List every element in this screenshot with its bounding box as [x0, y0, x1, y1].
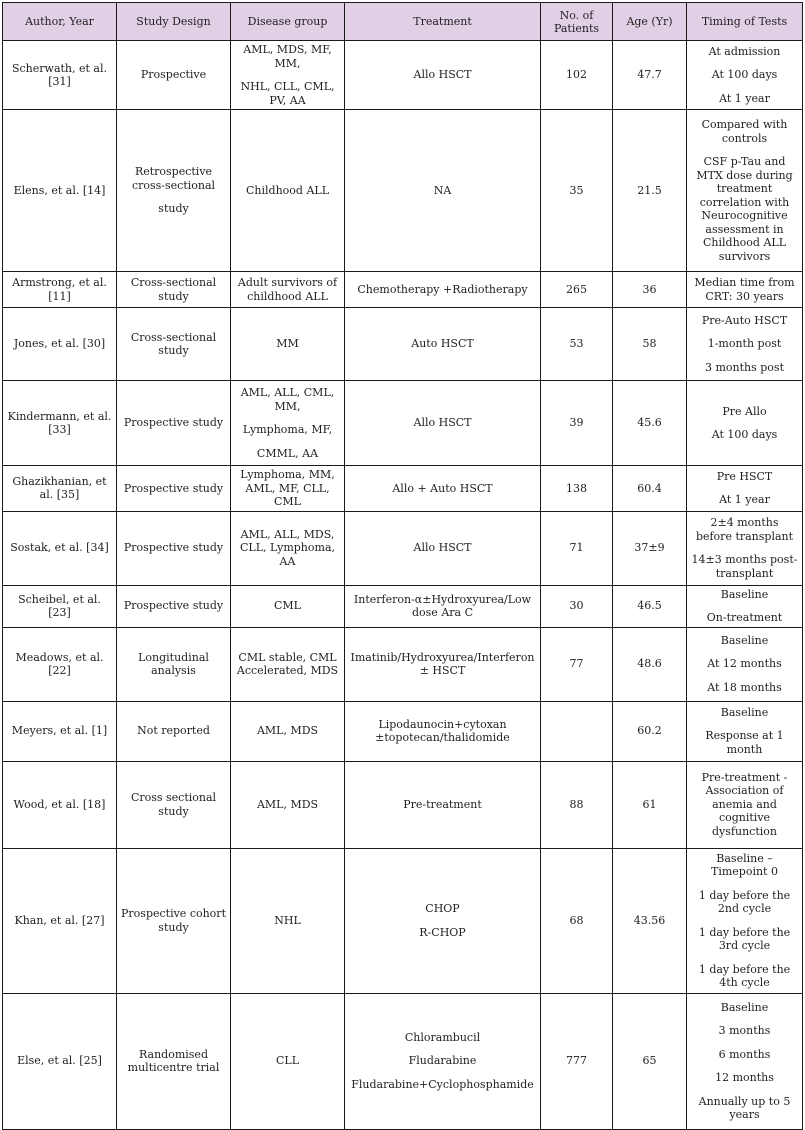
- cell-design: [117, 701, 231, 761]
- cell-design-line: Longitudinal analysis: [138, 650, 209, 677]
- cell-disease-line: Lymphoma, MM, AML, MF, CLL, CML: [240, 468, 335, 508]
- cell-timing-line: At 18 months: [707, 680, 782, 694]
- cell-design-line: Prospective study: [123, 416, 224, 430]
- cell-treatment: [345, 993, 541, 1129]
- cell-disease: [231, 761, 345, 848]
- cell-age: 43.56: [613, 848, 687, 993]
- cell-timing: [687, 466, 803, 512]
- cell-age: 47.7: [613, 41, 687, 110]
- cell-patients: 68: [541, 848, 613, 993]
- cell-timing-line: At 100 days: [711, 428, 778, 441]
- cell-treatment: [345, 848, 541, 993]
- cell-timing-line: Baseline: [720, 1000, 769, 1014]
- cell-treatment-line: Imatinib/Hydroxyurea/Interferon ± HSCT: [350, 650, 535, 677]
- cell-author: Wood, et al. [18]: [3, 761, 117, 848]
- cell-disease: [231, 41, 345, 110]
- table-row: [3, 848, 803, 993]
- cell-patients: 265: [541, 272, 613, 308]
- cell-timing-line: 1-month post: [707, 337, 782, 351]
- cell-disease: [231, 272, 345, 308]
- table-row: [3, 381, 803, 466]
- column-header-disease: Disease group: [231, 3, 345, 41]
- cell-age: 36: [613, 272, 687, 308]
- cell-treatment-line: Fludarabine+Cyclophosphamide: [351, 1077, 534, 1091]
- cell-disease-line: AML, MDS: [256, 797, 319, 811]
- cell-disease-line: AML, MDS, MF, MM,: [243, 43, 332, 70]
- cell-treatment: [345, 466, 541, 512]
- cell-age: 65: [613, 993, 687, 1129]
- cell-timing-line: 3 months: [718, 1024, 771, 1037]
- cell-design: [117, 308, 231, 381]
- table-row: [3, 627, 803, 701]
- cell-design-line: Not reported: [137, 724, 210, 738]
- cell-treatment-line: Interferon-α±Hydroxyurea/Low dose Ara C: [353, 592, 532, 619]
- cell-timing: [687, 272, 803, 308]
- cell-patients: 77: [541, 627, 613, 701]
- cell-author: Scherwath, et al. [31]: [3, 41, 117, 110]
- column-header-treatment: Treatment: [345, 3, 541, 41]
- cell-treatment-line: Chlorambucil: [404, 1030, 481, 1044]
- cell-timing-line: Baseline: [720, 705, 769, 719]
- cell-timing: [687, 308, 803, 381]
- cell-design: [117, 761, 231, 848]
- cell-timing: [687, 627, 803, 701]
- table-row: [3, 761, 803, 848]
- cell-age: 21.5: [613, 110, 687, 272]
- cell-author: Ghazikhanian, et al. [35]: [3, 466, 117, 512]
- cell-treatment-line: CHOP: [425, 902, 460, 915]
- cell-disease-line: NHL, CLL, CML, PV, AA: [240, 80, 335, 107]
- cell-disease: [231, 993, 345, 1129]
- cell-timing-line: Pre HSCT: [716, 469, 773, 483]
- cell-patients: 88: [541, 761, 613, 848]
- cell-timing-line: Baseline – Timepoint 0: [711, 851, 778, 878]
- cell-treatment-line: Chemotherapy +Radiotherapy: [357, 282, 528, 296]
- cell-age: 60.4: [613, 466, 687, 512]
- cell-age: 48.6: [613, 627, 687, 701]
- cell-timing: [687, 381, 803, 466]
- cell-age: 45.6: [613, 381, 687, 466]
- cell-timing: [687, 761, 803, 848]
- cell-treatment-line: Lipodaunocin+cytoxan ±topotecan/thalidomide: [375, 717, 510, 744]
- cell-disease: [231, 308, 345, 381]
- cell-author: Khan, et al. [27]: [3, 848, 117, 993]
- cell-author: Armstrong, et al. [11]: [3, 272, 117, 308]
- cell-disease-line: CMML, AA: [256, 446, 319, 460]
- cell-patients: 71: [541, 511, 613, 585]
- cell-disease-line: AML, MDS: [256, 724, 319, 738]
- cell-timing-line: Compared with controls: [701, 118, 788, 145]
- cell-author: Sostak, et al. [34]: [3, 511, 117, 585]
- cell-design: [117, 272, 231, 308]
- cell-treatment-line: Allo HSCT: [413, 416, 472, 430]
- table-row: [3, 41, 803, 110]
- cell-patients: 53: [541, 308, 613, 381]
- cell-age: 58: [613, 308, 687, 381]
- cell-design: [117, 848, 231, 993]
- table-row: [3, 110, 803, 272]
- cell-timing-line: Pre Allo: [722, 404, 767, 418]
- cell-timing-line: At 12 months: [707, 657, 782, 671]
- cell-patients: [541, 701, 613, 761]
- cell-design: [117, 381, 231, 466]
- cell-timing-line: Baseline: [720, 587, 769, 601]
- cell-patients: 138: [541, 466, 613, 512]
- cell-disease: [231, 466, 345, 512]
- cell-timing: [687, 511, 803, 585]
- cell-timing: [687, 701, 803, 761]
- table-row: [3, 585, 803, 627]
- cell-timing-line: 6 months: [718, 1047, 771, 1061]
- cell-disease-line: NHL: [274, 913, 301, 927]
- table-body: [3, 41, 803, 1130]
- cell-design: [117, 466, 231, 512]
- cell-disease-line: CML: [274, 599, 301, 613]
- cell-disease: [231, 585, 345, 627]
- cell-treatment: [345, 701, 541, 761]
- cell-design: [117, 41, 231, 110]
- cell-age: 46.5: [613, 585, 687, 627]
- cell-treatment-line: Pre-treatment: [403, 797, 482, 811]
- cell-design-line: Prospective study: [123, 481, 224, 495]
- cell-author: Meyers, et al. [1]: [3, 701, 117, 761]
- cell-design: [117, 993, 231, 1129]
- cell-disease-line: AML, ALL, CML, MM,: [240, 386, 335, 413]
- cell-disease-line: CLL: [275, 1054, 300, 1068]
- cell-treatment-line: Fludarabine: [408, 1054, 477, 1068]
- column-header-age: Age (Yr): [613, 3, 687, 41]
- cell-timing: [687, 110, 803, 272]
- cell-design-line: Cross-sectional study: [130, 330, 217, 357]
- cell-timing-line: Median time from CRT: 30 years: [694, 276, 795, 303]
- cell-disease-line: AML, ALL, MDS, CLL, Lymphoma, AA: [239, 527, 335, 568]
- column-header-author: Author, Year: [3, 3, 117, 41]
- cell-design-line: Retrospective cross-sectional: [131, 165, 216, 192]
- cell-timing-line: 2±4 months before transplant: [695, 516, 794, 543]
- cell-treatment: [345, 41, 541, 110]
- cell-timing: [687, 41, 803, 110]
- table-row: [3, 466, 803, 512]
- cell-treatment-line: Auto HSCT: [411, 337, 474, 351]
- cell-timing-line: 12 months: [715, 1071, 774, 1084]
- cell-treatment: [345, 585, 541, 627]
- cell-treatment: [345, 110, 541, 272]
- cell-design-line: Cross-sectional study: [130, 276, 217, 303]
- cell-timing-line: At 1 year: [719, 91, 770, 105]
- cell-timing-line: 3 months post: [704, 360, 784, 374]
- cell-patients: 30: [541, 585, 613, 627]
- cell-design-line: Randomised multicentre trial: [127, 1047, 220, 1074]
- cell-disease-line: Childhood ALL: [246, 183, 329, 197]
- table-row: [3, 701, 803, 761]
- cell-treatment: [345, 272, 541, 308]
- table-row: [3, 308, 803, 381]
- cell-timing-line: 1 day before the 2nd cycle: [698, 888, 791, 915]
- cell-disease: [231, 701, 345, 761]
- cell-treatment-line: NA: [433, 183, 452, 197]
- cell-timing-line: Annually up to 5 years: [698, 1094, 791, 1121]
- cell-age: 37±9: [613, 511, 687, 585]
- cell-disease-line: Adult survivors of childhood ALL: [237, 276, 338, 303]
- cell-age: 60.2: [613, 701, 687, 761]
- cell-treatment: [345, 627, 541, 701]
- header-row: [3, 3, 803, 41]
- cell-design: [117, 585, 231, 627]
- cell-timing-line: CSF p-Tau and MTX dose during treatment correlation with Neurocognitive assessment in Childhood ALL survivors: [696, 155, 793, 263]
- cell-author: Kindermann, et al. [33]: [3, 381, 117, 466]
- cell-disease: [231, 848, 345, 993]
- studies-table: [2, 2, 803, 1130]
- cell-timing-line: Baseline: [720, 633, 769, 647]
- cell-author: Elens, et al. [14]: [3, 110, 117, 272]
- cell-timing: [687, 848, 803, 993]
- cell-design-line: Prospective study: [123, 541, 224, 555]
- cell-disease-line: Lymphoma, MF,: [242, 423, 333, 436]
- cell-treatment-line: Allo + Auto HSCT: [392, 481, 493, 495]
- cell-timing-line: Pre-Auto HSCT: [701, 313, 788, 327]
- table-row: [3, 272, 803, 308]
- cell-timing-line: 1 day before the 3rd cycle: [698, 925, 791, 952]
- table-row: [3, 993, 803, 1129]
- cell-design: [117, 110, 231, 272]
- cell-treatment: [345, 381, 541, 466]
- cell-treatment-line: R-CHOP: [419, 925, 466, 939]
- cell-design-line: study: [158, 202, 189, 216]
- cell-author: Meadows, et al. [22]: [3, 627, 117, 701]
- cell-treatment-line: Allo HSCT: [413, 68, 472, 82]
- cell-disease-line: MM: [276, 337, 299, 351]
- cell-patients: 39: [541, 381, 613, 466]
- cell-disease: [231, 381, 345, 466]
- cell-design-line: Prospective cohort study: [121, 907, 226, 934]
- cell-treatment: [345, 308, 541, 381]
- cell-patients: 35: [541, 110, 613, 272]
- cell-treatment-line: Allo HSCT: [413, 541, 472, 555]
- cell-treatment: [345, 511, 541, 585]
- table-row: [3, 511, 803, 585]
- cell-timing-line: 14±3 months post-transplant: [691, 553, 798, 580]
- cell-timing-line: At 100 days: [711, 68, 778, 82]
- column-header-patients: No. of Patients: [541, 3, 613, 41]
- cell-design-line: Cross sectional study: [130, 791, 217, 818]
- cell-disease: [231, 511, 345, 585]
- cell-disease: [231, 110, 345, 272]
- cell-author: Else, et al. [25]: [3, 993, 117, 1129]
- cell-disease: [231, 627, 345, 701]
- cell-disease-line: CML stable, CML Accelerated, MDS: [236, 650, 339, 677]
- cell-timing: [687, 585, 803, 627]
- cell-patients: 777: [541, 993, 613, 1129]
- column-header-timing: Timing of Tests: [687, 3, 803, 41]
- cell-timing-line: Response at 1 month: [705, 729, 784, 756]
- cell-timing-line: At admission: [708, 44, 781, 58]
- cell-timing: [687, 993, 803, 1129]
- column-header-design: Study Design: [117, 3, 231, 41]
- cell-author: Jones, et al. [30]: [3, 308, 117, 381]
- cell-author: Scheibel, et al. [23]: [3, 585, 117, 627]
- cell-timing-line: At 1 year: [719, 493, 770, 507]
- cell-timing-line: On-treatment: [706, 611, 783, 624]
- cell-timing-line: Pre-treatment - Association of anemia and cognitive dysfunction: [701, 770, 788, 838]
- cell-design-line: Prospective study: [123, 599, 224, 613]
- cell-design: [117, 511, 231, 585]
- cell-design: [117, 627, 231, 701]
- cell-age: 61: [613, 761, 687, 848]
- cell-patients: 102: [541, 41, 613, 110]
- cell-treatment: [345, 761, 541, 848]
- cell-design-line: Prospective: [140, 68, 207, 82]
- cell-timing-line: 1 day before the 4th cycle: [698, 962, 791, 989]
